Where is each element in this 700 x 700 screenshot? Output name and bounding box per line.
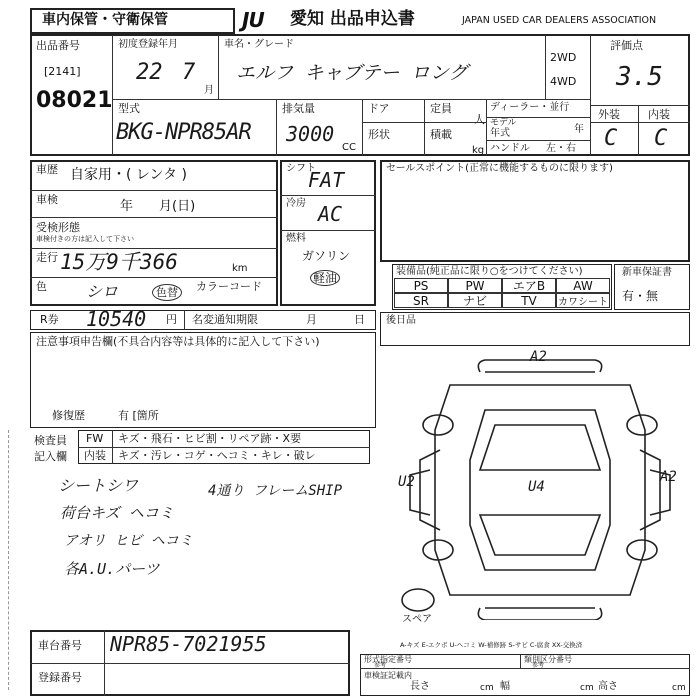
color-value: シロ bbox=[86, 282, 119, 301]
door-label: ドア bbox=[368, 102, 390, 115]
frame-note: 4通り フレームSHIP bbox=[208, 483, 343, 499]
equipment-item: TV bbox=[502, 293, 556, 308]
diagram-mark-top: A2 bbox=[530, 349, 547, 365]
sales-point-label: セールスポイント(正常に機能するものに限ります) bbox=[386, 163, 613, 174]
car-name: エルフ キャブテー ロング bbox=[236, 62, 468, 84]
warranty-label: 新車保証書 bbox=[622, 267, 672, 278]
handle-options: 左・右 bbox=[546, 143, 576, 154]
tax-day: 日 bbox=[354, 313, 365, 326]
storage-title: 車内保管・守衛保管 bbox=[42, 12, 168, 28]
tax-label: 名変通知期限 bbox=[192, 313, 258, 326]
inspector-row1-value: キズ・飛石・ヒビ割・リペア跡・X要 bbox=[118, 432, 302, 445]
recycle-unit: 円 bbox=[166, 313, 177, 326]
inspector-row1-key: FW bbox=[86, 432, 104, 445]
type-number-label: 形式指定番号 bbox=[364, 655, 412, 664]
chassis-value: NPR85-7021955 bbox=[110, 632, 267, 656]
cert-label: 車検証記載内 bbox=[364, 671, 412, 680]
diagram-mark-left: U2 bbox=[398, 474, 415, 490]
inspection-value: 年 月(日) bbox=[120, 199, 196, 214]
equipment-item: カワシート bbox=[556, 293, 610, 308]
equipment-item: ナビ bbox=[448, 293, 502, 308]
width-unit: cm bbox=[580, 683, 594, 693]
score-value: 3.5 bbox=[616, 62, 663, 92]
fuel-label: 燃料 bbox=[286, 233, 306, 244]
mileage-value: 15万9千366 bbox=[60, 250, 178, 274]
rear-goods-label: 後日品 bbox=[386, 315, 416, 326]
load-label: 積載 bbox=[430, 128, 452, 141]
registration-year: 22 bbox=[136, 60, 163, 85]
ac-label: 冷房 bbox=[286, 198, 306, 209]
model-year-label-1: モデル bbox=[490, 118, 517, 128]
width-label: 幅 bbox=[500, 681, 510, 692]
length-unit: cm bbox=[480, 683, 494, 693]
capacity-label: 定員 bbox=[430, 102, 452, 115]
year-unit: 年 bbox=[574, 124, 584, 135]
repair-value: 有 [箇所 bbox=[118, 409, 159, 422]
drive-4wd: 4WD bbox=[550, 75, 577, 88]
color-change: 色替 bbox=[152, 284, 182, 301]
rear-goods-box bbox=[380, 312, 690, 346]
displacement-value: 3000 bbox=[286, 122, 335, 146]
warranty-options: 有・無 bbox=[622, 289, 659, 303]
inspector-note-1: シートシワ bbox=[58, 476, 139, 495]
acceptance-label: 受検形態 bbox=[36, 221, 80, 234]
listing-label: 出品番号 bbox=[36, 39, 80, 52]
model-year-label-2: 年式 bbox=[490, 128, 510, 139]
dealer-label: ディーラー・並行 bbox=[490, 102, 570, 113]
mileage-unit: km bbox=[232, 263, 248, 274]
exterior-grade: C bbox=[604, 126, 618, 151]
history-label: 車歴 bbox=[36, 163, 58, 176]
interior-label: 内装 bbox=[648, 108, 670, 121]
recycle-label: R券 bbox=[40, 313, 59, 326]
equipment-label: 装備品(純正品に限り○をつけてください) bbox=[396, 266, 583, 277]
repair-label: 修復歴 bbox=[52, 409, 85, 422]
registration-number-label: 登録番号 bbox=[38, 671, 82, 684]
acceptance-note: 車検付きの方は記入して下さい bbox=[36, 235, 134, 243]
equipment-item: SR bbox=[394, 293, 448, 308]
capacity-unit: 人 bbox=[474, 113, 485, 126]
inspector-label-2: 記入欄 bbox=[34, 450, 67, 463]
inspection-label: 車検 bbox=[36, 193, 58, 206]
notes-label: 注意事項申告欄(不具合内容等は具体的に記入して下さい) bbox=[36, 335, 320, 348]
inspector-label-1: 検査員 bbox=[34, 434, 67, 447]
ref-label: 参考 bbox=[374, 662, 387, 669]
tax-month: 月 bbox=[306, 313, 317, 326]
history-value: 自家用・( レンタ ) bbox=[70, 167, 187, 183]
handle-label: ハンドル bbox=[490, 143, 530, 154]
equipment-item: PS bbox=[394, 278, 448, 293]
displacement-label: 排気量 bbox=[282, 102, 315, 115]
inspector-note-3: アオリ ヒビ ヘコミ bbox=[64, 533, 193, 549]
length-label: 長さ bbox=[410, 681, 430, 692]
interior-grade: C bbox=[654, 126, 668, 151]
shape-label: 形状 bbox=[368, 128, 390, 141]
inspector-note-4: 各A.U.パーツ bbox=[64, 560, 160, 578]
spare-label: スペア bbox=[402, 614, 432, 625]
shift-label: シフト bbox=[286, 163, 316, 174]
mileage-label: 走行 bbox=[36, 251, 58, 264]
car-name-label: 車名・グレード bbox=[224, 39, 294, 50]
form-subtitle: JAPAN USED CAR DEALERS ASSOCIATION bbox=[462, 15, 657, 26]
ac-value: AC bbox=[318, 202, 343, 226]
listing-code: [2141] bbox=[44, 65, 81, 78]
damage-legend: A-キズ E-エクボ U-ヘコミ W-補修跡 S-サビ C-腐食 XX-交換済 bbox=[400, 641, 583, 649]
equipment-item: PW bbox=[448, 278, 502, 293]
diagram-mark-right: A2 bbox=[660, 469, 677, 485]
fuel-gas: ガソリン bbox=[302, 249, 351, 263]
drive-2wd: 2WD bbox=[550, 51, 577, 64]
registration-label: 初度登録年月 bbox=[118, 39, 178, 50]
chassis-label: 車台番号 bbox=[38, 639, 82, 652]
model-label: 型式 bbox=[118, 102, 140, 115]
class-number-label: 類別区分番号 bbox=[524, 655, 572, 664]
equipment-item: エアB bbox=[502, 278, 556, 293]
model-value: BKG-NPR85AR bbox=[116, 120, 251, 145]
color-code-label: カラーコード bbox=[196, 280, 262, 293]
shift-value: FAT bbox=[308, 168, 345, 192]
inspector-row2-key: 内装 bbox=[84, 449, 106, 462]
ref2-label: 参考 bbox=[532, 662, 545, 669]
score-label: 評価点 bbox=[610, 39, 643, 52]
inspector-row2-value: キズ・汚レ・コゲ・ヘコミ・キレ・破レ bbox=[118, 449, 316, 462]
listing-number: 08021 bbox=[36, 88, 113, 113]
form-title: 愛知 出品申込書 bbox=[290, 9, 415, 29]
fuel-diesel: 軽油 bbox=[310, 270, 340, 286]
recycle-amount: 10540 bbox=[86, 307, 147, 331]
diagram-mark-center: U4 bbox=[528, 479, 545, 495]
height-label: 高さ bbox=[598, 681, 618, 692]
exterior-label: 外装 bbox=[598, 108, 620, 121]
registration-month-unit: 月 bbox=[204, 85, 214, 96]
registration-month: 7 bbox=[182, 60, 196, 85]
margin-guide bbox=[8, 430, 9, 690]
color-label: 色 bbox=[36, 280, 47, 293]
ju-logo: JU bbox=[242, 8, 264, 32]
displacement-unit: CC bbox=[342, 142, 356, 153]
equipment-item: AW bbox=[556, 278, 610, 293]
inspector-note-2: 荷台キズ ヘコミ bbox=[60, 504, 174, 522]
load-unit: kg bbox=[472, 145, 485, 156]
sales-point-box bbox=[380, 160, 690, 262]
height-unit: cm bbox=[672, 683, 686, 693]
